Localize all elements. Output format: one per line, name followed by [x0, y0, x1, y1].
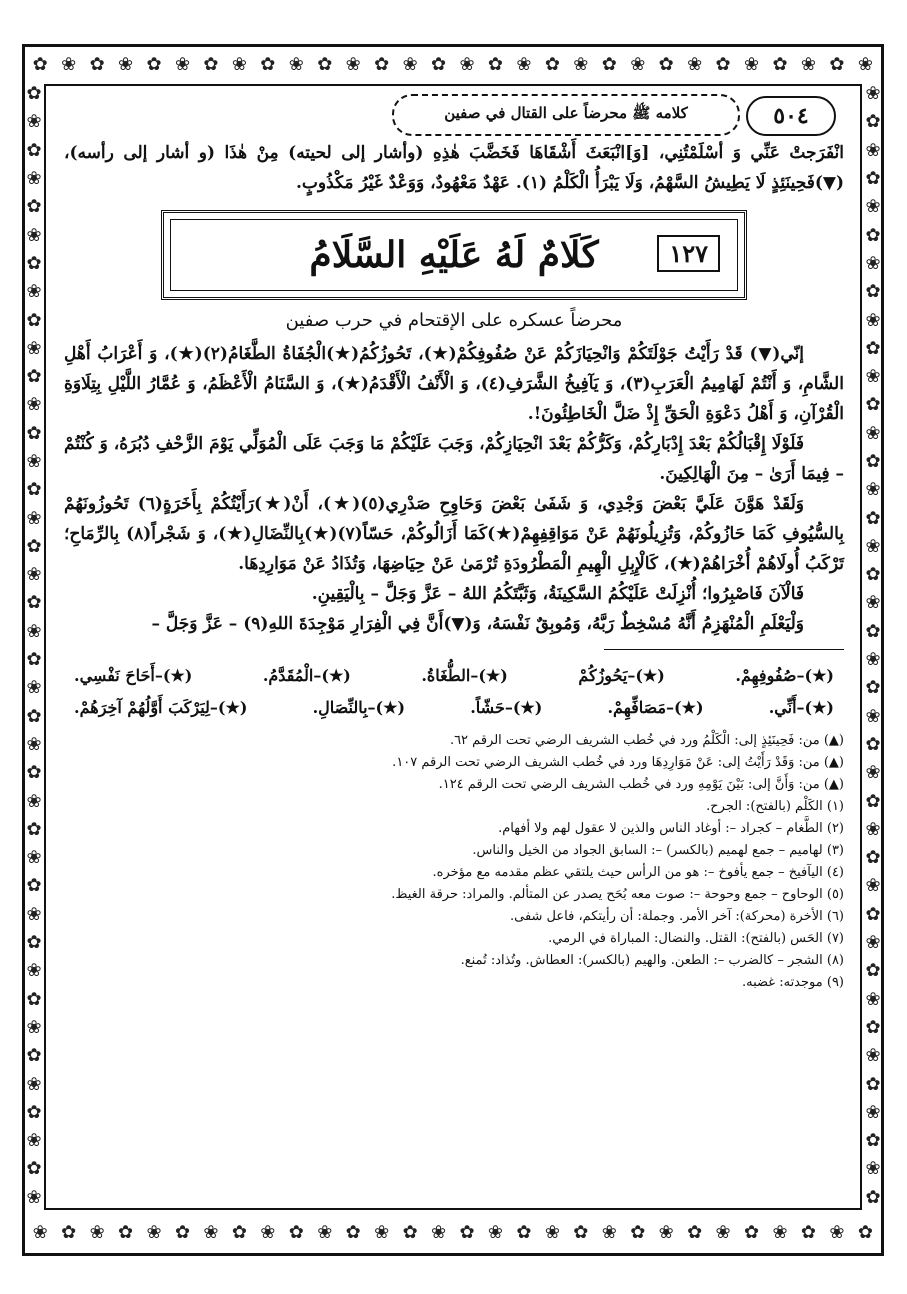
paragraph-5: وَلْيَعْلَمِ الْمُنْهَزِمُ أَنَّهُ مُسْخِطٌ رَبَّهُ، وَمُوبِقٌ نَفْسَهُ، وَ(▼)أَنَّ فِي الْفِرَارِ مَوْجِدَةَ اللهِ(٩) – عَزَّ وَجَلَّ – [151, 614, 804, 634]
variant-item: (★)–أَنِّي. [768, 698, 834, 717]
variant-item: (★)–حَشّاً. [470, 698, 543, 717]
variants-row-2 [64, 692, 844, 724]
footnote: (▲) من: وَقَدْ رَأَيْتُ إلى: عَنْ مَوَارِدِهَا ورد في خُطب الشريف الرضي تحت الرقم ١٠٧. [392, 755, 844, 770]
variant-item: (★)–يَحُوزُكُمْ [578, 666, 665, 685]
variant-item: (★)–لِيَرْكَبَ أَوَّلُهُمْ آخِرَهُمْ. [74, 698, 248, 717]
footnote: (٥) الوحاوح – جمع وحوحة –: صوت معه بُحَح يصدر عن المتألم. والمراد: حرقة الغيظ. [391, 887, 844, 902]
section-title-box [161, 210, 747, 300]
footnote: (٧) الحَس (بالفتح): القتل. والنضال: المباراة في الرمي. [548, 931, 844, 946]
variants-row-1 [64, 660, 844, 692]
page-content [64, 94, 844, 994]
section-title: كَلَامٌ لَهُ عَلَيْهِ السَّلَامُ [309, 234, 599, 276]
variant-item: (★)–الطُّغَاةُ. [421, 666, 508, 685]
page-number: ٥٠٤ [746, 96, 836, 136]
footnote: (٩) موجدته: غضبه. [741, 975, 844, 990]
notes-divider [604, 649, 844, 650]
variant-item: (★)–صُفُوفِهِمْ. [735, 666, 834, 685]
intro-paragraph: انْفَرَجتْ عَنِّي وَ أسْلَمْتُنِي، [وَ]انْبَعَثَ أَشْقَاهَا فَخَضَّبَ هٰذِهِ (وأشار إلى لحيته) مِنْ هٰذَا (و أشار إلى رأسه)، (▼)فَحِينَئِذٍ لَا يَطِيشُ السَّهْمُ، وَلَا يَبْرَأُ الْكَلْمُ (١). عَهْدٌ مَعْهُودٌ، وَوَعْدٌ غَيْرُ مَكْذُوبٍ. [64, 143, 844, 193]
floral-border-bottom: ❀ ✿ ❀ ✿ ❀ ✿ ❀ ✿ ❀ ✿ ❀ ✿ ❀ ✿ ❀ ✿ ❀ ✿ ❀ ✿ ❀ ✿ ❀ ✿ ❀ ✿ ❀ ✿ ❀ ✿ [32, 1222, 873, 1243]
footnote: (٢) الطَّغام – كجراد –: أوغاد الناس والذين لا عقول لهم ولا أفهام. [498, 821, 844, 836]
footnote: (١) الكَلْم (بالفتح): الجرح. [706, 799, 844, 814]
section-subtitle: محرضاً عسكره على الإقتحام في حرب صفين [285, 310, 623, 331]
footnotes [64, 730, 844, 994]
variant-item: (★)–أَحَاحَ نَفْسِي. [74, 666, 193, 685]
variant-item: (★)–بِالنِّصَالِ. [312, 698, 406, 717]
floral-border-top: ✿ ❀ ✿ ❀ ✿ ❀ ✿ ❀ ✿ ❀ ✿ ❀ ✿ ❀ ✿ ❀ ✿ ❀ ✿ ❀ ✿ ❀ ✿ ❀ ✿ ❀ ✿ ❀ ✿ ❀ [32, 54, 873, 75]
footnote: (٣) لهاميم – جمع لهميم (بالكسر) –: السابق الجواد من الخيل والناس. [472, 843, 844, 858]
variant-item: (★)–مَصَافِّهِمْ. [607, 698, 704, 717]
chapter-header: كلامه ﷺ محرضاً على القتال في صفين [392, 94, 740, 136]
paragraph-3: وَلَقَدْ هَوَّنَ عَلَيَّ بَعْضَ وَجْدِي، وَ شَفَىٰ بَعْضَ وَحَاوِحِ صَدْرِي(٥)(★)، أَنْ(★)رَأَيْتُكُمْ بِأَخَرَةٍ(٦) تَحُوزُونَهُمْ بِالسُّيُوفِ كَمَا حَازُوكُمْ، وَتُزِيلُونَهُمْ عَنْ مَوَاقِفِهِمْ(★)كَمَا أَزَالُوكُمْ، حَسّاً(٧)(★)بِالنِّضَالِ(★)، وَ شَجْراً(٨) بِالرِّمَاحِ؛ تَرْكَبُ أُولَاهُمْ أُخْرَاهُمْ(★)، كَالْإِبِلِ الْهِيمِ الْمَطْرُودَةِ تُرْمَىٰ عَنْ حِيَاضِهَا، وَتُذَادُ عَنْ مَوَارِدِهَا. [64, 494, 844, 574]
footnote: (٨) الشجر – كالضرب –: الطعن. والهيم (بالكسر): العطاش. وتُذاد: تُمنع. [460, 953, 844, 968]
footnote: (٤) اليآفيخ – جمع يأفوخ –: هو من الرأس حيث يلتقي عظم مقدمه مع مؤخره. [432, 865, 844, 880]
footnote: (٦) الأخرة (محركة): آخر الأمر. وجملة: أن رأيتكم، فاعل شفى. [509, 909, 844, 924]
footnote: (▲) من: فَحِينَئِذٍ إلى: الْكَلْمُ ورد في خُطب الشريف الرضي تحت الرقم ٦٢. [449, 733, 844, 748]
paragraph-4: فَالْآنَ فَاصْبِرُوا؛ أُنْزِلَتْ عَلَيْكُمُ السَّكِينَةُ، وَثَبَّتَكُمُ اللهُ – عَزَّ وَجَلَّ – بِالْيَقِينِ. [311, 584, 804, 604]
variant-item: (★)–الْمُقَدَّمُ. [262, 666, 351, 685]
floral-border-right: ❀ ✿ ❀ ✿ ❀ ✿ ❀ ✿ ❀ ✿ ❀ ✿ ❀ ✿ ❀ ✿ ❀ ✿ ❀ ✿ ❀ ✿ ❀ ✿ ❀ ✿ ❀ ✿ ❀ ✿ ❀ ✿ ❀ ✿ ❀ ✿ ❀ ✿ ❀ ✿ [865, 83, 881, 1208]
floral-border-left: ✿ ❀ ✿ ❀ ✿ ❀ ✿ ❀ ✿ ❀ ✿ ❀ ✿ ❀ ✿ ❀ ✿ ❀ ✿ ❀ ✿ ❀ ✿ ❀ ✿ ❀ ✿ ❀ ✿ ❀ ✿ ❀ ✿ ❀ ✿ ❀ ✿ ❀ ✿ ❀ [26, 83, 42, 1208]
footnote: (▲) من: وَأَنَّ إلى: بَيْنَ يَوْمِهِ ورد في خُطب الشريف الرضي تحت الرقم ١٢٤. [438, 777, 844, 792]
paragraph-1: إنّي(▼) قَدْ رَأَيْتُ جَوْلَتَكُمْ وَانْحِيَازَكُمْ عَنْ صُفُوفِكُمْ(★)، تَحُوزُكُمُ(★)الْجُفَاةُ الطَّغَامُ(٢)(★)، وَ أَعْرَابُ أَهْلِ الشَّامِ، وَ أَنْتُمْ لَهَامِيمُ الْعَرَبِ(٣)، وَ يَآفِيخُ الشَّرَفِ(٤)، وَ الْأَنْفُ الْأَقْدَمُ(★)، وَ السَّنَامُ الْأَعْظَمُ، وَ عُمَّارُ اللَّيْلِ بِتِلَاوَةِ الْقُرْآنِ، وَ أَهْلُ دَعْوَةِ الْحَقِّ إِذْ ضَلَّ الْخَاطِئُونَ!. [64, 344, 844, 424]
paragraph-2: فَلَوْلَا إِقْبَالُكُمْ بَعْدَ إِدْبَارِكُمْ، وَكَرُّكُمْ بَعْدَ انْحِيَازِكُمْ، وَجَبَ عَلَيْكُمْ مَا وَجَبَ عَلَى الْمُوَلِّي يَوْمَ الزَّحْفِ دُبُرَهُ، وَ كُنْتُمْ – فِيمَا أَرَىٰ – مِنَ الْهَالِكِينَ. [64, 434, 844, 484]
section-number: ١٢٧ [657, 235, 720, 272]
running-header [64, 94, 844, 138]
